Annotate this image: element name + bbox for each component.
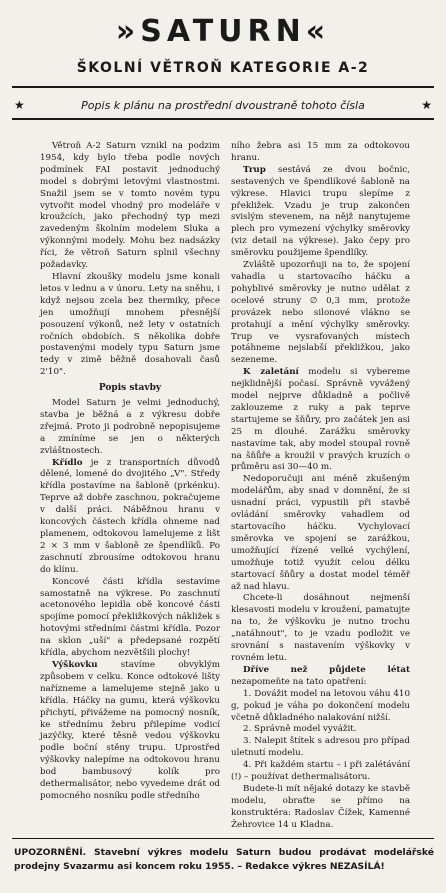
left-column: [40, 141, 220, 803]
lede-line: [14, 98, 432, 112]
paragraph: Větroň A-2 Saturn vznikl na podzim 1954, kdy bylo třeba podle nových podmínek FAI postavit jednoduchý model s dobrými letovými vlastnostmi. Snažil jsem se v tomto novém typu vytvořit model vhodný pro modeláře v kroužcích, jako přechodný typ mezi zavedeným školním modelem Sluka a výkonnými modely. Mohu bez nadsázky říci, že větroň Saturn splnil všechny požadavky.: [40, 141, 220, 271]
run-in-heading: Dříve než půjdete létat: [243, 664, 410, 675]
paragraph-text: je z transportních důvodů dělené, lomené do dvojitého „V". Středy křídla postavíme na šabloně (prkénku). Teprve až dobře zaschnou, pokračujeme v další práci. Náběžnou hranu v koncových částech křídla ohneme nad plamenem, odtokovou lamelujeme z lišt 2 × 3 mm v šabloně ze špendlíků. Po zaschnutí zbrousíme odtokovou hranu do klínu.: [40, 457, 220, 575]
paragraph-text: nezapomeňte na tato opatření:: [231, 676, 367, 687]
run-in-heading: Výškovku: [52, 659, 98, 670]
footer-notice: [14, 846, 434, 874]
paragraph: Koncové části křídla sestavíme samostatně na výkrese. Po zaschnutí acetonového lepidla obě koncové části spojíme pomocí překližkových nákližek s hotovými středními částmi křídla. Pozor na sklon „uší" a předepsané rozpětí křídla, abychom nezvětšili plochy!: [40, 576, 220, 659]
paragraph: ního žebra asi 15 mm za odtokovou hranu.: [231, 141, 410, 163]
list-item: 3. Nalepit štítek s adresou pro případ uletnutí modelu.: [231, 736, 410, 759]
top-rule: [12, 86, 434, 88]
article-title: »SATURN«: [115, 14, 331, 49]
lede-bottom-rule: [12, 118, 434, 120]
list-item: 4. Při každém startu – i při zalétávání (!) – používat dethermalisátoru.: [231, 760, 410, 783]
star-icon: ★: [421, 98, 432, 112]
run-in-heading: K zaletání: [243, 367, 299, 378]
footer-rule: [12, 838, 434, 839]
notice-text: Stavební výkres modelu Saturn budou prodávat modelářské prodejny Svazarmu asi koncem roku 1955. – Redakce výkres: [14, 847, 434, 872]
paragraph: Nedoporučuji ani méně zkušeným modelářům, aby snad v domnění, že si usnadní práci, vypustili při stavbě ovládání směrovky vahadlem od startovacího háčku. Vychylovací směrovka ve spojení se zarážkou, umožňující řízené velké vychýlení, umožňuje totiž využít celou délku startovací šňůry a dostat model téměř až nad hlavu.: [231, 474, 410, 592]
paragraph: [231, 665, 410, 689]
right-column: [231, 141, 410, 832]
paragraph: Zvláště upozorňuji na to, že spojení vahadla u startovacího háčku a pohyblivé směrovky je nutno udělat z ocelové struny ∅ 0,3 mm, protože provázek nebo silonové vlákno se protahují a mění výchylky směrovky. Trup ve vysrafovaných místech potáhneme nejslabší překližkou, jako sezeneme.: [231, 260, 410, 366]
paragraph-text: stavíme obvyklým způsobem v celku. Konce odtokové lišty nařízneme a lamelujeme stejně jako u křídla. Háčky na gumu, která výškovku přichytí, přivážeme na pomocný nosník, ke střednímu žebru přilepíme vodicí jazýčky, které těsně vedou výškovku podle boční stěny trupu. Uprostřed výškovky nalepíme na odtokovou hranu bod bambusový kolík pro dethermalisátor, nebo vyvedeme drát od pomocného nosníku podle středního: [40, 659, 220, 801]
paragraph-text: sestává ze dvou bočnic, sestavených ve špendlíkové šabloně na výkrese. Hlavici trupu slepíme z překližek. Vzadu je trup zakončen svislým stevenem, na nějž nanytujeme plech pro vymezení výchylky směrovky (viz detail na výkrese). Jako čepy pro směrovku použijeme špendlíky.: [231, 164, 410, 259]
run-in-heading: Křídlo: [52, 457, 83, 468]
paragraph: [231, 367, 410, 474]
paragraph: [40, 458, 220, 577]
star-icon: ★: [14, 98, 25, 112]
run-in-heading: Trup: [243, 164, 266, 175]
notice-emphasis: NEZASÍLÁ!: [329, 861, 385, 872]
section-heading: Popis stavby: [98, 383, 162, 394]
paragraph: [231, 165, 410, 260]
paragraph: Model Saturn je velmi jednoduchý, stavba je běžná a z výkresu dobře zřejmá. Proto ji podrobně nepopisujeme a zmíníme se jen o některých zvláštnostech.: [40, 398, 220, 456]
paragraph: Hlavní zkoušky modelu jsme konali letos v lednu a v únoru. Lety na sněhu, i když nejsou zcela bez thermiky, přece jen umožňují mnohem přesnější posouzení výkonů, než lety v ostatních ročních obdobích. S několika dobře postavenými modely typu Saturn jsme tedy v zimě běžně dosahovali časů 2'10".: [40, 271, 220, 378]
lede-text: Popis k plánu na prostřední dvoustraně tohoto čísla: [81, 98, 365, 112]
paragraph-text: modelu si vybereme nejklidnější počasí. Správně vyvážený model nejprve důkladně a počlivě zaklouzeme z ruky a pak teprve startujeme se šňůry, pro začátek jen asi 25 m dlouhé. Zarážku směrovky nastavíme tak, aby model stoupal rovně na šňůře a kroužil v pravých kruzích o průměru asi 30—40 m.: [231, 367, 410, 473]
paragraph: Budete-li mít nějaké dotazy ke stavbě modelu, obraťte se přímo na konstruktéra: Radoslav Čížek, Kamenné Žehrovice 14 u Kladna.: [231, 783, 410, 830]
list-item: 1. Dovážit model na letovou váhu 410 g, pokud je váha po dokončení modelu včetně důkladného nalakování nižší.: [231, 688, 410, 723]
notice-label: UPOZORNĚNÍ.: [14, 847, 87, 858]
paragraph: Chcete-li dosáhnout nejmenší klesavosti modelu v kroužení, pamatujte na to, že výškovku je nutno trochu „natáhnout", to je vzadu podložit ve srovnání s nastavením výškovky v rovném letu.: [231, 593, 410, 663]
list-item: 2. Správně model vyvážit.: [243, 724, 357, 735]
article-subtitle: ŠKOLNÍ VĚTROŇ KATEGORIE A-2: [76, 60, 370, 76]
paragraph: [40, 660, 220, 803]
